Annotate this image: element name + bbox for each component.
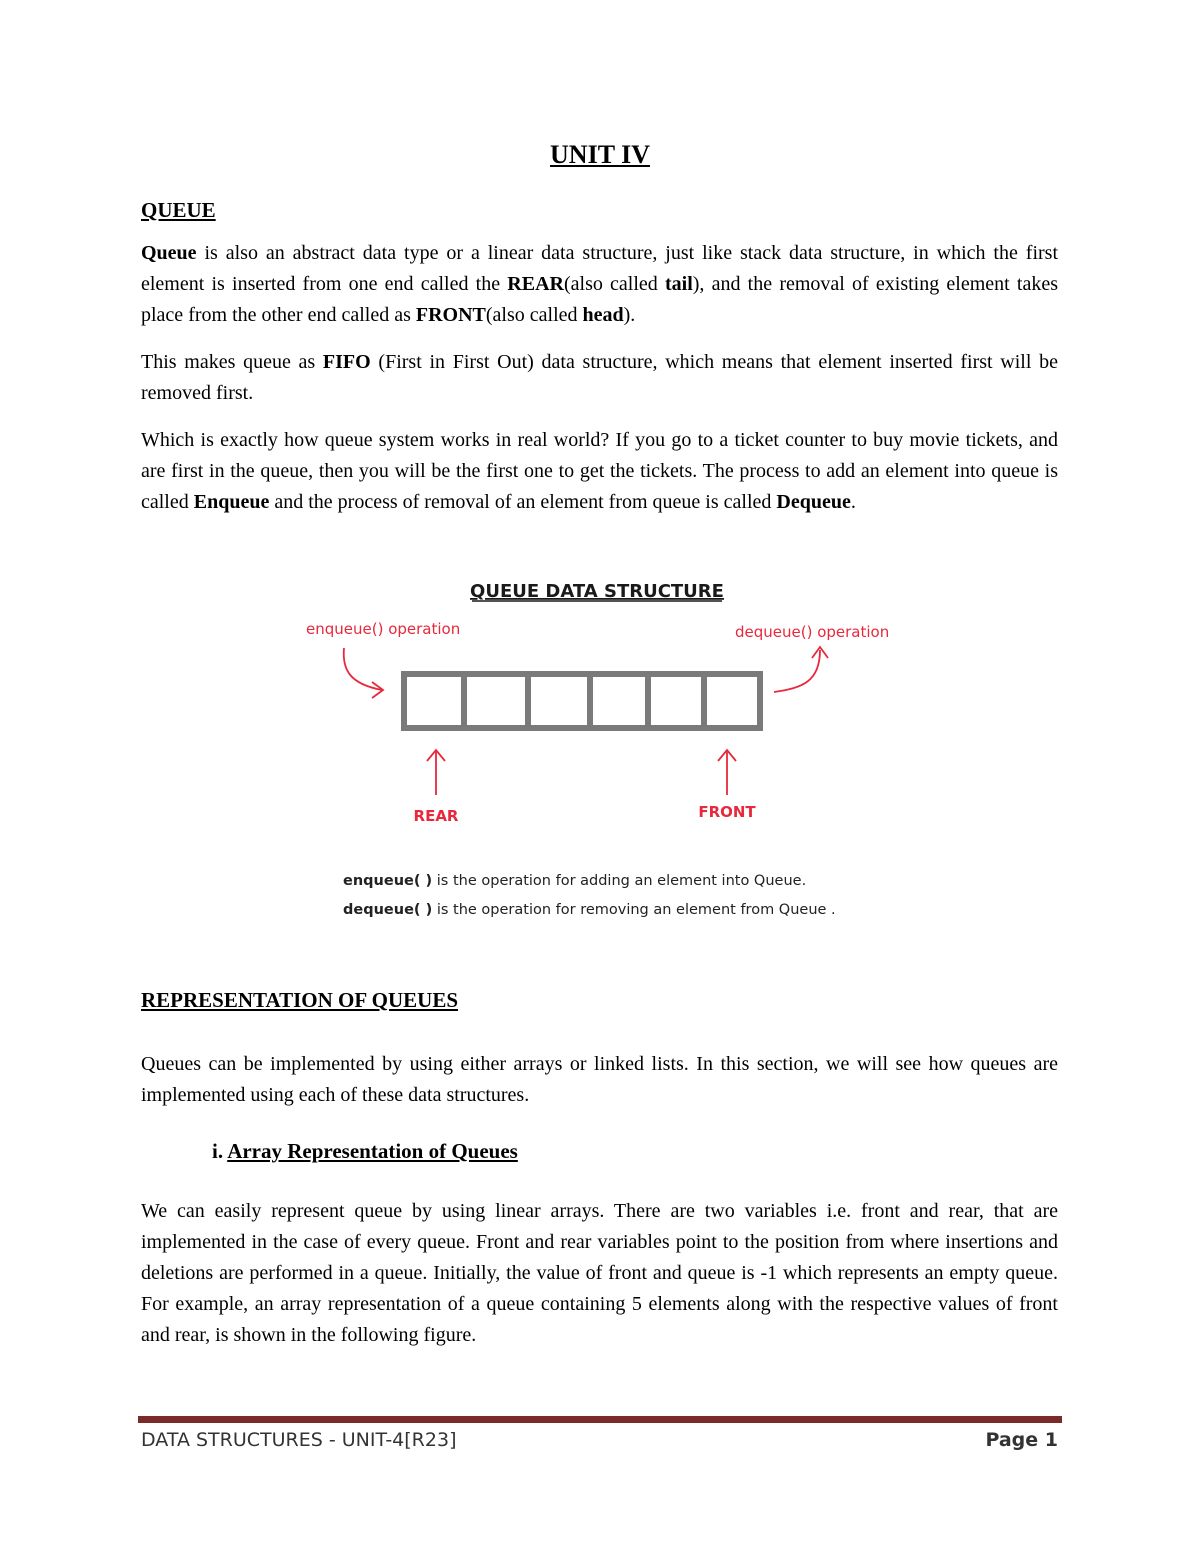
queue-cell (590, 674, 648, 728)
enqueue-label: enqueue() operation (306, 620, 461, 638)
queue-definition-paragraph: Queue is also an abstract data type or a linear data structure, just like stack data structure, in which the first element is inserted from one end called the REAR(also called tail), and the removal of existing element takes place from the other end called as FRONT(also called head). (141, 242, 1058, 326)
array-representation-paragraph: We can easily represent queue by using linear arrays. There are two variables i.e. front and rear, that are implemented in the case of every queue. Front and rear variables point to the position from where insertions and deletions are performed in a queue. Initially, the value of front and queue is -1 which represents an empty queue. For example, an array representation of a queue containing 5 elements along with the respective values of front and rear, is shown in the following figure. (141, 1200, 1058, 1346)
footer-divider (138, 1416, 1062, 1423)
page-title: UNIT IV (550, 140, 650, 169)
figure-title: QUEUE DATA STRUCTURE (470, 581, 724, 602)
queue-cell (648, 674, 704, 728)
queue-cell (704, 674, 760, 728)
front-label: FRONT (698, 803, 756, 821)
queue-cell (528, 674, 590, 728)
footer-page-number: Page 1 (985, 1429, 1058, 1451)
array-representation-heading: i. Array Representation of Queues (212, 1139, 518, 1163)
dequeue-caption: dequeue( ) is the operation for removing an element from Queue . (343, 902, 836, 918)
footer-course-title: DATA STRUCTURES - UNIT-4[R23] (141, 1429, 457, 1451)
queue-diagram (290, 570, 910, 930)
representation-heading: REPRESENTATION OF QUEUES (141, 988, 458, 1012)
queue-cell (464, 674, 528, 728)
queue-cells (404, 674, 760, 728)
dequeue-label: dequeue() operation (735, 623, 890, 641)
queue-cell (404, 674, 464, 728)
real-world-paragraph: Which is exactly how queue system works in real world? If you go to a ticket counter to buy movie tickets, and are first in the queue, then you will be the first one to get the tickets. The process to add an element into queue is called Enqueue and the process of removal of an element from queue is called Dequeue. (141, 429, 1058, 513)
rear-label: REAR (413, 807, 459, 825)
enqueue-arrow (344, 648, 382, 690)
fifo-paragraph: This makes queue as FIFO (First in First Out) data structure, which means that element inserted first will be removed first. (141, 351, 1058, 404)
enqueue-caption: enqueue( ) is the operation for adding an element into Queue. (343, 873, 807, 889)
representation-paragraph: Queues can be implemented by using either arrays or linked lists. In this section, we will see how queues are implemented using each of these data structures. (141, 1053, 1058, 1106)
queue-heading: QUEUE (141, 198, 216, 222)
